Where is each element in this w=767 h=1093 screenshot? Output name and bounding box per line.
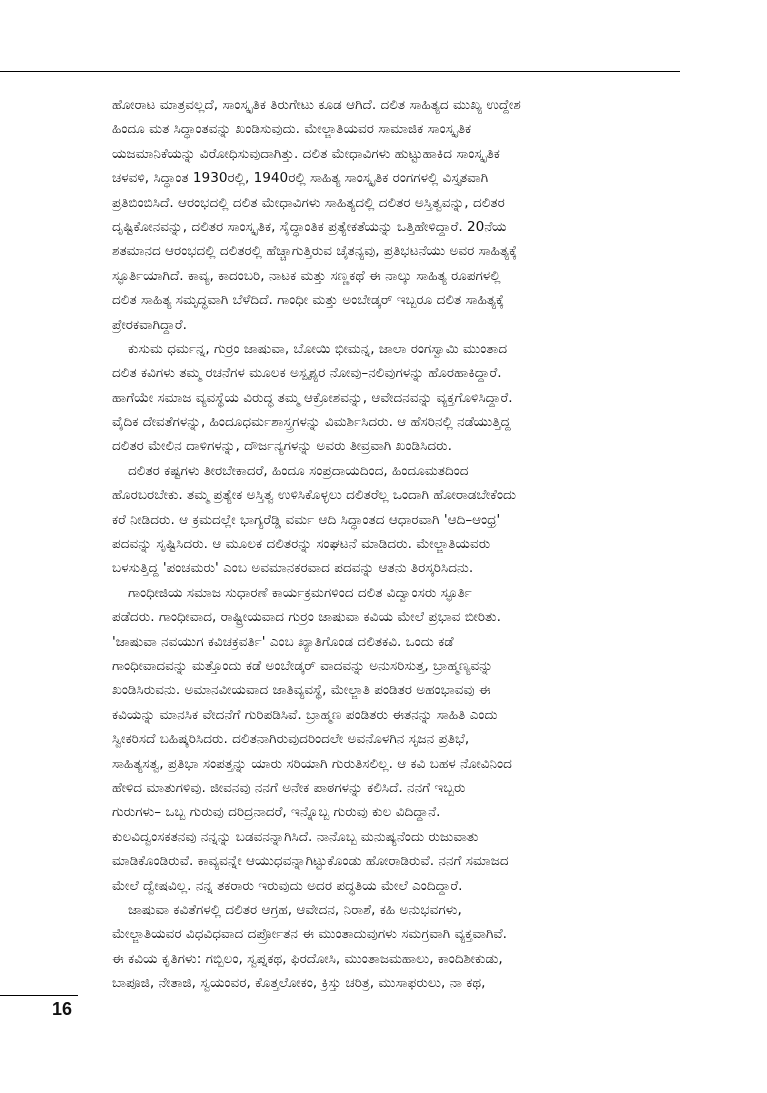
text-line: ಬಳಸುತ್ತಿದ್ದ 'ಪಂಚಮರು' ಎಂಬ ಅವಮಾನಕರವಾದ ಪದವನ್ನು ಆತನು ತಿರಸ್ಕರಿಸಿದನು.: [112, 560, 474, 577]
text-line: ದಲಿತ ಸಾಹಿತ್ಯ ಸಮೃದ್ಧವಾಗಿ ಬೆಳೆದಿದೆ. ಗಾಂಧೀ ಮತ್ತು ಅಂಬೇಡ್ಕರ್ ಇಬ್ಬರೂ ದಲಿತ ಸಾಹಿತ್ಯಕ್ಕೆ: [112, 292, 504, 309]
text-line: ಪದವನ್ನು ಸೃಷ್ಟಿಸಿದರು. ಆ ಮೂಲಕ ದಲಿತರನ್ನು ಸಂಘಟನೆ ಮಾಡಿದರು. ಮೇಲ್ಜಾತಿಯವರು: [112, 536, 491, 553]
paragraph-start-line: ಜಾಷುವಾ ಕವಿತೆಗಳಲ್ಲಿ ದಲಿತರ ಆಗ್ರಹ, ಆವೇದನ, ನಿರಾಶೆ, ಕಹಿ ಅನುಭವಗಳು,: [128, 901, 462, 918]
top-rule: [0, 71, 680, 72]
text-line: ಗಾಂಧೀವಾದವನ್ನು ಮತ್ತೊಂದು ಕಡೆ ಅಂಬೇಡ್ಕರ್ ವಾದವನ್ನು ಅನುಸರಿಸುತ್ತ, ಬ್ರಾಹ್ಮಣ್ಯವನ್ನು: [112, 657, 493, 674]
page-number: 16: [52, 999, 73, 1019]
text-line: ಸ್ವೀಕರಿಸದೆ ಬಹಿಷ್ಕರಿಸಿದರು. ದಲಿತನಾಗಿರುವುದರಿಂದಲೇ ಅವನೊಳಗಿನ ಸೃಜನ ಪ್ರತಿಭೆ,: [112, 731, 470, 748]
footer-rule: [0, 995, 78, 996]
text-line: ಯಜಮಾನಿಕೆಯನ್ನು ವಿರೋಧಿಸುವುದಾಗಿತ್ತು. ದಲಿತ ಮೇಧಾವಿಗಳು ಹುಟ್ಟುಹಾಕಿದ ಸಾಂಸ್ಕೃತಿಕ: [112, 145, 500, 162]
text-line: ಬಾಪೂಜಿ, ನೇತಾಜಿ, ಸ್ವಯಂವರ, ಕೊತ್ತಲೋಕಂ, ಕ್ರಿಸ್ತು ಚರಿತ್ರ, ಮುಸಾಫರುಲು, ನಾ ಕಥ,: [112, 975, 486, 992]
text-line: ಕರೆ ನೀಡಿದರು. ಆ ಕ್ರಮದಲ್ಲೇ ಭಾಗ್ಯರೆಡ್ಡಿ ವರ್ಮ ಆದಿ ಸಿದ್ಧಾಂತದ ಆಧಾರವಾಗಿ 'ಆದಿ–ಆಂಧ್ರ': [112, 511, 501, 528]
text-line: ಮೇಲೆ ದ್ವೇಷವಿಲ್ಲ. ನನ್ನ ತಕರಾರು ಇರುವುದು ಅದರ ಪದ್ಧತಿಯ ಮೇಲೆ ಎಂದಿದ್ದಾರೆ.: [112, 877, 463, 894]
text-line: ದೃಷ್ಟಿಕೋನವನ್ನು, ದಲಿತರ ಸಾಂಸ್ಕೃತಿಕ, ಸೈದ್ಧಾಂತಿಕ ಪ್ರತ್ಯೇಕತೆಯನ್ನು ಒತ್ತಿಹೇಳಿದ್ದಾರೆ. 20ನೆಯ: [112, 218, 507, 235]
paragraph-start-line: ದಲಿತರ ಕಷ್ಟಗಳು ತೀರಬೇಕಾದರೆ, ಹಿಂದೂ ಸಂಪ್ರದಾಯದಿಂದ, ಹಿಂದೂಮತದಿಂದ: [128, 462, 469, 479]
text-line: 'ಜಾಷುವಾ ನವಯುಗ ಕವಿಚಕ್ರವರ್ತಿ' ಎಂಬ ಖ್ಯಾತಿಗೊಂಡ ದಲಿತಕವಿ. ಒಂದು ಕಡೆ: [112, 633, 454, 650]
text-line: ದಲಿತ ಕವಿಗಳು ತಮ್ಮ ರಚನೆಗಳ ಮೂಲಕ ಅಸ್ಪೃಶ್ಯರ ನೋವು–ನಲಿವುಗಳನ್ನು ಹೊರಹಾಕಿದ್ದಾರೆ.: [112, 365, 502, 382]
text-line: ಮೇಲ್ಜಾತಿಯವರ ವಿಧವಿಧವಾದ ದರ್ಪ್ರೋತನ ಈ ಮುಂತಾದುವುಗಳು ಸಮಗ್ರವಾಗಿ ವ್ಯಕ್ತವಾಗಿವೆ.: [112, 926, 507, 943]
text-line: ಹೋರಾಟ ಮಾತ್ರವಲ್ಲದೆ, ಸಾಂಸ್ಕೃತಿಕ ತಿರುಗೇಟು ಕೂಡ ಆಗಿದೆ. ದಲಿತ ಸಾಹಿತ್ಯದ ಮುಖ್ಯ ಉದ್ದೇಶ: [112, 97, 521, 113]
paragraph-start-line: ಗಾಂಧೀಜಿಯ ಸಮಾಜ ಸುಧಾರಣೆ ಕಾರ್ಯಕ್ರಮಗಳಿಂದ ದಲಿತ ವಿದ್ವಾಂಸರು ಸ್ಫೂರ್ತಿ: [128, 584, 472, 601]
text-line: ಪ್ರೇರಕವಾಗಿದ್ದಾರೆ.: [112, 316, 187, 333]
text-line: ವೈದಿಕ ದೇವತೆಗಳನ್ನು, ಹಿಂದೂಧರ್ಮಶಾಸ್ತ್ರಗಳನ್ನು ವಿಮರ್ಶಿಸಿದರು. ಆ ಹೆಸರಿನಲ್ಲಿ ನಡೆಯುತ್ತಿದ್ದ: [112, 414, 511, 431]
text-line: ಕುಲವಿದ್ವಂಸಕತನವು ನನ್ನನ್ನು ಬಡವನನ್ನಾಗಿಸಿದೆ. ನಾನೊಬ್ಬ ಮನುಷ್ಯನೆಂದು ರುಜುವಾತು: [112, 828, 479, 845]
text-line: ಹಾಗೆಯೇ ಸಮಾಜ ವ್ಯವಸ್ಥೆಯ ವಿರುದ್ಧ ತಮ್ಮ ಆಕ್ರೋಶವನ್ನು, ಆವೇದನವನ್ನು ವ್ಯಕ್ತಗೊಳಿಸಿದ್ದಾರೆ.: [112, 389, 513, 406]
text-line: ಮಾಡಿಕೊಂಡಿರುವೆ. ಕಾವ್ಯವನ್ನೇ ಆಯುಧವನ್ನಾಗಿಟ್ಟುಕೊಂಡು ಹೋರಾಡಿರುವೆ. ನನಗೆ ಸಮಾಜದ: [112, 853, 509, 870]
text-line: ಖಂಡಿಸಿರುವನು. ಅಮಾನವೀಯವಾದ ಜಾತಿವ್ಯವಸ್ಥೆ, ಮೇಲ್ಜಾತಿ ಪಂಡಿತರ ಅಹಂಭಾವವು ಈ: [112, 682, 491, 699]
text-line: ಹೊರಬರಬೇಕು. ತಮ್ಮ ಪ್ರತ್ಯೇಕ ಅಸ್ತಿತ್ವ ಉಳಿಸಿಕೊಳ್ಳಲು ದಲಿತರೆಲ್ಲ ಒಂದಾಗಿ ಹೋರಾಡಬೇಕೆಂದು: [112, 487, 517, 504]
text-line: ಈ ಕವಿಯ ಕೃತಿಗಳು: ಗಬ್ಬಿಲಂ, ಸ್ವಪ್ನಕಥ, ಫಿರದೋಸಿ, ಮುಂತಾಜಮಹಾಲು, ಕಾಂದಿಶೀಕುಡು,: [112, 950, 503, 967]
text-line: ಕವಿಯನ್ನು ಮಾನಸಿಕ ವೇದನೆಗೆ ಗುರಿಪಡಿಸಿವೆ. ಬ್ರಾಹ್ಮಣ ಪಂಡಿತರು ಈತನನ್ನು ಸಾಹಿತಿ ಎಂದು: [112, 706, 498, 723]
text-line: ಗುರುಗಳು– ಒಬ್ಬ ಗುರುವು ದರಿದ್ರನಾದರೆ, ಇನ್ನೊಬ್ಬ ಗುರುವು ಕುಲ ವಿದಿದ್ದಾನೆ.: [112, 804, 441, 821]
body-text: [112, 93, 690, 995]
text-line: ಪ್ರತಿಬಿಂಬಿಸಿದೆ. ಆರಂಭದಲ್ಲಿ ದಲಿತ ಮೇಧಾವಿಗಳು ಸಾಹಿತ್ಯದಲ್ಲಿ ದಲಿತರ ಅಸ್ತಿತ್ವವನ್ನು, ದಲಿತರ: [112, 194, 505, 211]
text-line: ಶತಮಾನದ ಆರಂಭದಲ್ಲಿ ದಲಿತರಲ್ಲಿ ಹೆಚ್ಚಾಗುತ್ತಿರುವ ಚೈತನ್ಯವು, ಪ್ರತಿಭಟನೆಯು ಅವರ ಸಾಹಿತ್ಯಕ್ಕೆ: [112, 243, 518, 260]
text-line: ಹಿಂದೂ ಮತ ಸಿದ್ಧಾಂತವನ್ನು ಖಂಡಿಸುವುದು. ಮೇಲ್ಜಾತಿಯವರ ಸಾಮಾಜಿಕ ಸಾಂಸ್ಕೃತಿಕ: [112, 121, 472, 138]
text-line: ಹೇಳಿದ ಮಾತುಗಳಿವು. ಜೀವನವು ನನಗೆ ಅನೇಕ ಪಾಠಗಳನ್ನು ಕಲಿಸಿದೆ. ನನಗೆ ಇಬ್ಬರು: [112, 779, 466, 796]
text-line: ದಲಿತರ ಮೇಲಿನ ದಾಳಿಗಳನ್ನು, ದೌರ್ಜನ್ಯಗಳನ್ನು ಅವರು ತೀವ್ರವಾಗಿ ಖಂಡಿಸಿದರು.: [112, 438, 452, 455]
text-line: ಪಡೆದರು. ಗಾಂಧೀವಾದ, ರಾಷ್ಟ್ರೀಯವಾದ ಗುರ್ರಂ ಜಾಷುವಾ ಕವಿಯ ಮೇಲೆ ಪ್ರಭಾವ ಬೀರಿತು.: [112, 609, 501, 626]
text-line: ಸಾಹಿತ್ಯಸತ್ವ, ಪ್ರತಿಭಾ ಸಂಪತ್ತನ್ನು ಯಾರು ಸರಿಯಾಗಿ ಗುರುತಿಸಲಿಲ್ಲ. ಆ ಕವಿ ಬಹಳ ನೋವಿನಿಂದ: [112, 755, 512, 772]
paragraph-start-line: ಕುಸುಮ ಧರ್ಮನ್ನ, ಗುರ್ರಂ ಜಾಷುವಾ, ಬೋಯಿ ಭೀಮನ್ನ, ಜಾಲಾ ರಂಗಸ್ವಾಮಿ ಮುಂತಾದ: [128, 340, 508, 357]
text-line: ಚಳವಳಿ, ಸಿದ್ಧಾಂತ 1930ರಲ್ಲಿ, 1940ರಲ್ಲಿ ಸಾಹಿತ್ಯ ಸಾಂಸ್ಕೃತಿಕ ರಂಗಗಳಲ್ಲಿ ವಿಸ್ತೃತವಾಗಿ: [112, 170, 489, 187]
text-line: ಸ್ಫೂರ್ತಿಯಾಗಿದೆ. ಕಾವ್ಯ, ಕಾದಂಬರಿ, ನಾಟಕ ಮತ್ತು ಸಣ್ಣಕಥೆ ಈ ನಾಲ್ಕು ಸಾಹಿತ್ಯ ರೂಪಗಳಲ್ಲಿ: [112, 267, 501, 284]
